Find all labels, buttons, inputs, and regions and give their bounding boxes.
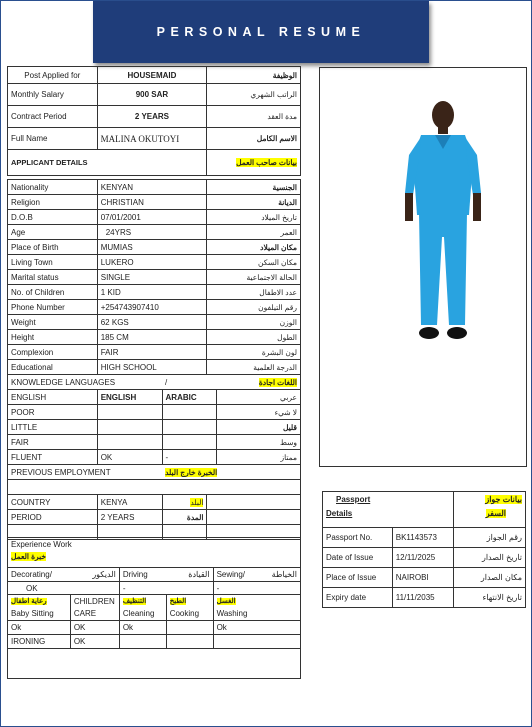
table-row: FLUENT OK - ممتاز: [8, 450, 301, 465]
passport-label: Expiry date: [323, 588, 393, 608]
detail-label-ar: رقم التيلفون: [207, 300, 301, 315]
passport-value: BK1143573: [392, 528, 454, 548]
table-row: [8, 315, 301, 330]
table-row: [8, 225, 301, 240]
table-row: [8, 180, 301, 195]
table-row: [8, 330, 301, 345]
header-table: [7, 66, 301, 176]
table-row: IRONING OK: [8, 635, 301, 649]
languages-table: [7, 374, 301, 465]
detail-label-ar: الديانة: [207, 195, 301, 210]
details-table: [7, 179, 301, 375]
table-row: Passport Details بيانات جواز السفر: [323, 492, 526, 528]
detail-label: D.O.B: [8, 210, 98, 225]
detail-value: HIGH SCHOOL: [97, 360, 207, 375]
table-row: ENGLISH ENGLISH ARABIC عربي: [8, 390, 301, 405]
table-row: Monthly Salary 900 SAR الراتب الشهري: [8, 84, 301, 106]
table-row: [323, 568, 526, 588]
table-row: Post Applied for HOUSEMAID الوظيفة: [8, 67, 301, 84]
detail-label: Complexion: [8, 345, 98, 360]
table-row: Contract Period 2 YEARS مدة العقد: [8, 106, 301, 128]
table-row: COUNTRY KENYA البلد: [8, 495, 301, 510]
table-row: Decorating/ الديكور Driving القيادة Sewing/ الخياطة: [8, 568, 301, 582]
table-row: Baby Sitting CARE Cleaning Cooking Washing: [8, 608, 301, 621]
detail-value: FAIR: [97, 345, 207, 360]
passport-label-ar: رقم الجواز: [454, 528, 526, 548]
table-row: [323, 528, 526, 548]
table-row: Ok OK Ok Ok: [8, 621, 301, 635]
detail-value: 185 CM: [97, 330, 207, 345]
detail-label-ar: تاريخ الميلاد: [207, 210, 301, 225]
previous-employment-table: [7, 464, 301, 540]
table-row: POOR لا شيء: [8, 405, 301, 420]
table-row: [8, 270, 301, 285]
table-row: Full Name MALINA OKUTOYI الاسم الكامل: [8, 128, 301, 150]
table-row: [8, 285, 301, 300]
passport-label-ar: تاريخ الصدار: [454, 548, 526, 568]
table-row: PREVIOUS EMPLOYMENT الخبرة خارج البلد: [8, 465, 301, 480]
detail-value: MUMIAS: [97, 240, 207, 255]
table-row: [8, 360, 301, 375]
detail-value: 24YRS: [97, 225, 207, 240]
detail-value: 1 KID: [97, 285, 207, 300]
detail-value: SINGLE: [97, 270, 207, 285]
detail-label: Height: [8, 330, 98, 345]
experience-table: [7, 537, 301, 679]
applicant-photo: [393, 97, 493, 343]
table-row: PERIOD 2 YEARS المدة: [8, 510, 301, 525]
detail-value: CHRISTIAN: [97, 195, 207, 210]
detail-label: Weight: [8, 315, 98, 330]
table-row: رعاية اطفال CHILDREN التنظيف الطبخ الغسل: [8, 595, 301, 608]
table-row: [8, 255, 301, 270]
detail-label: Age: [8, 225, 98, 240]
passport-value: 11/11/2035: [392, 588, 454, 608]
table-row: APPLICANT DETAILS بيانات صاحب العمل: [8, 150, 301, 176]
passport-label: Passport No.: [323, 528, 393, 548]
detail-value: LUKERO: [97, 255, 207, 270]
page-title: PERSONAL RESUME: [156, 25, 366, 39]
detail-value: 07/01/2001: [97, 210, 207, 225]
table-row: FAIR وسط: [8, 435, 301, 450]
table-row: [323, 548, 526, 568]
detail-label: Educational: [8, 360, 98, 375]
passport-value: NAIROBI: [392, 568, 454, 588]
detail-label-ar: لون البشرة: [207, 345, 301, 360]
table-row: [8, 300, 301, 315]
table-row: LITTLE قليل: [8, 420, 301, 435]
detail-label: No. of Children: [8, 285, 98, 300]
detail-label: Nationality: [8, 180, 98, 195]
passport-label: Place of Issue: [323, 568, 393, 588]
detail-value: +254743907410: [97, 300, 207, 315]
detail-value: 62 KGS: [97, 315, 207, 330]
detail-label-ar: مكان السكن: [207, 255, 301, 270]
table-row: [323, 588, 526, 608]
passport-label-ar: تاريخ الانتهاء: [454, 588, 526, 608]
detail-label-ar: الوزن: [207, 315, 301, 330]
table-row: Experience Work خبرة العمل: [8, 538, 301, 568]
table-row: KNOWLEDGE LANGUAGES / اللغات اجادة: [8, 375, 301, 390]
detail-label-ar: الدرجة العلمية: [207, 360, 301, 375]
title-banner: [93, 1, 429, 63]
table-row: OK - -: [8, 582, 301, 595]
table-row: [8, 240, 301, 255]
detail-label-ar: العمر: [207, 225, 301, 240]
detail-label-ar: عدد الاطفال: [207, 285, 301, 300]
detail-label: Phone Number: [8, 300, 98, 315]
detail-label: Marital status: [8, 270, 98, 285]
table-row: [8, 345, 301, 360]
passport-label: Date of Issue: [323, 548, 393, 568]
passport-table: [322, 491, 526, 608]
detail-label: Living Town: [8, 255, 98, 270]
detail-value: KENYAN: [97, 180, 207, 195]
passport-label-ar: مكان الصدار: [454, 568, 526, 588]
detail-label-ar: الطول: [207, 330, 301, 345]
table-row: [8, 210, 301, 225]
passport-value: 12/11/2025: [392, 548, 454, 568]
detail-label-ar: الجنسية: [207, 180, 301, 195]
detail-label-ar: مكان الميلاد: [207, 240, 301, 255]
detail-label: Religion: [8, 195, 98, 210]
table-row: [8, 195, 301, 210]
detail-label: Place of Birth: [8, 240, 98, 255]
detail-label-ar: الحالة الاجتماعية: [207, 270, 301, 285]
